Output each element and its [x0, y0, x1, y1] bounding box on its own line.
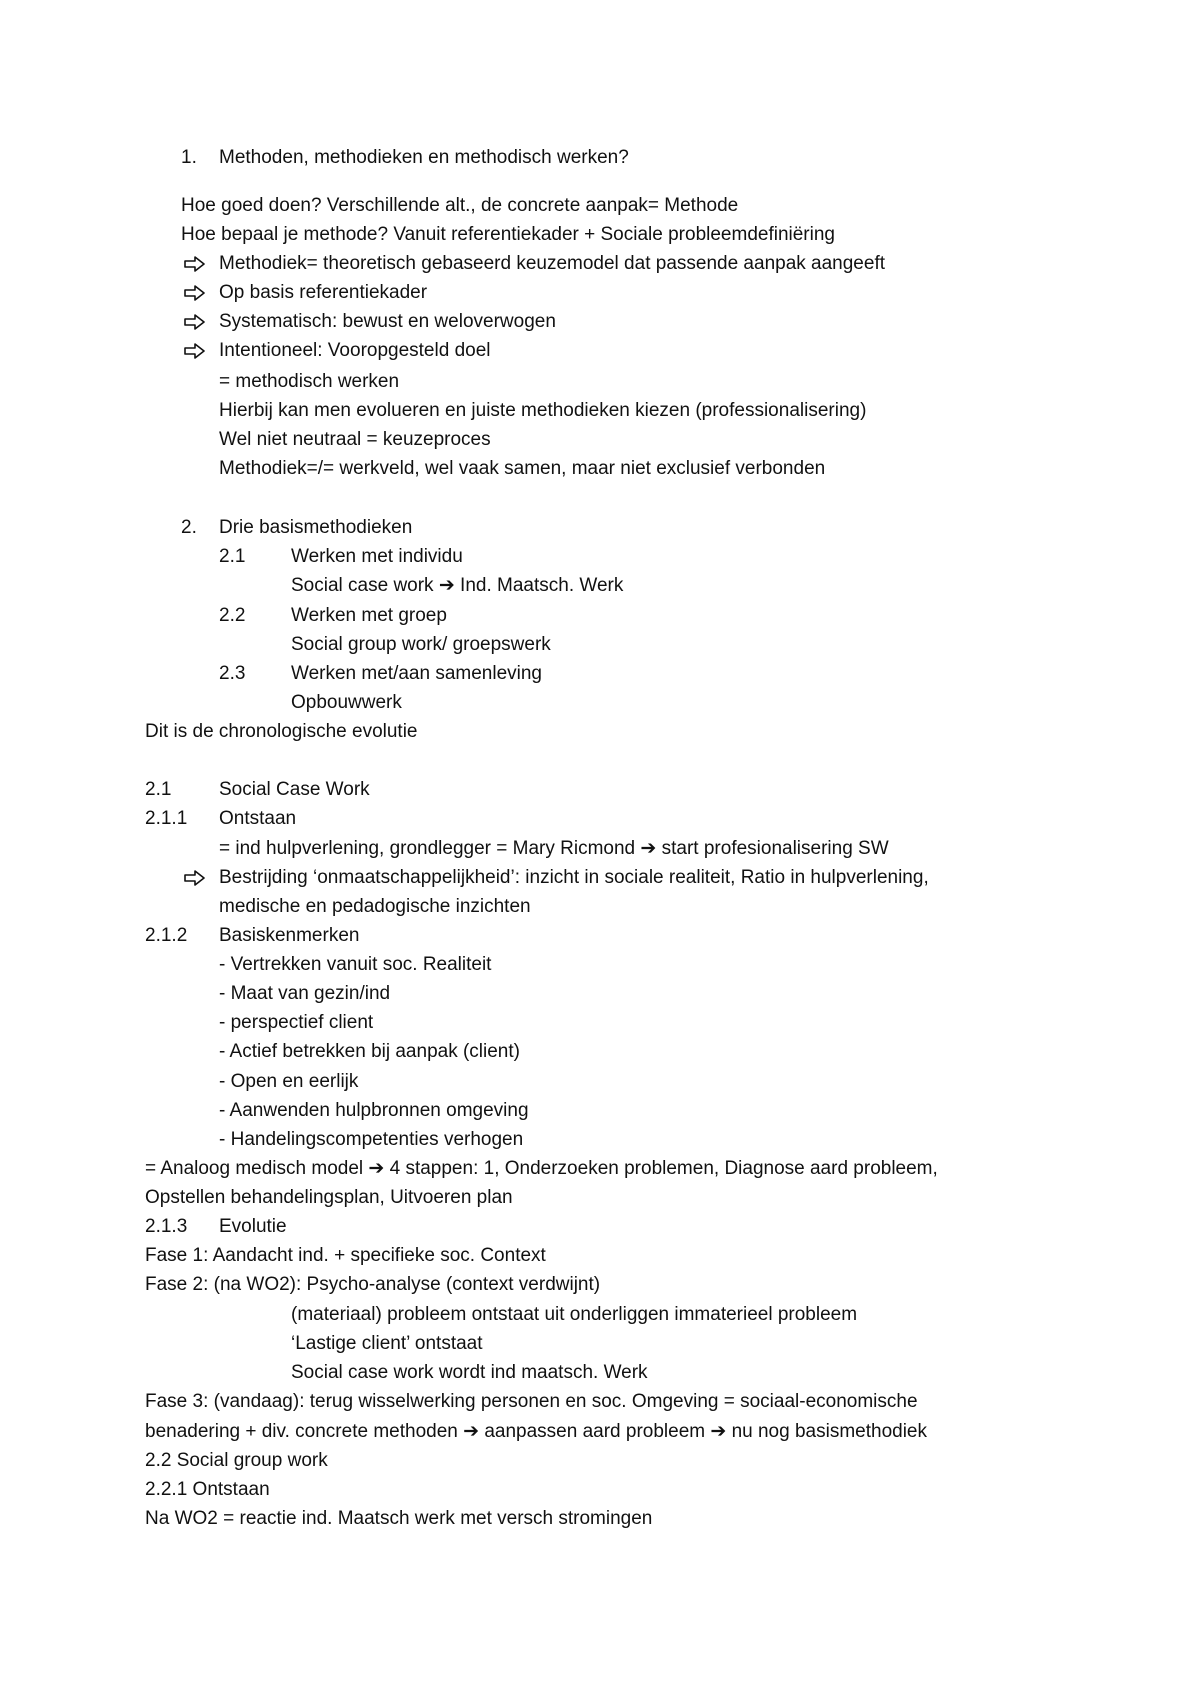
arrow-right-icon: ➔: [640, 838, 657, 859]
list-item: - Handelingscompetenties verhogen: [219, 1129, 524, 1150]
text-line: Opbouwwerk: [291, 692, 402, 713]
hollow-arrow-bullet-icon: [184, 314, 206, 330]
text-line: Social case work wordt ind maatsch. Werk: [291, 1362, 648, 1383]
list-item: - Vertrekken vanuit soc. Realiteit: [219, 954, 492, 975]
section-1-title: Methoden, methodieken en methodisch werken?: [219, 147, 629, 168]
subsection-title: Werken met individu: [291, 546, 463, 567]
heading-title: Ontstaan: [219, 808, 297, 829]
text-line: Fase 3: (vandaag): terug wisselwerking personen en soc. Omgeving = sociaal-economische: [145, 1391, 918, 1412]
text-line: Hierbij kan men evolueren en juiste methodieken kiezen (professionalisering): [219, 400, 867, 421]
text-line: Opstellen behandelingsplan, Uitvoeren plan: [145, 1187, 513, 1208]
list-number-2: 2.: [181, 517, 197, 538]
text-fragment: start profesionalisering SW: [661, 838, 889, 859]
text-fragment: aanpassen aard probleem: [484, 1421, 706, 1442]
subsection-number: 2.2: [219, 605, 246, 626]
subsection-number: 2.3: [219, 663, 246, 684]
hollow-arrow-bullet-icon: [184, 870, 206, 886]
text-line: ‘Lastige client’ ontstaat: [291, 1333, 483, 1354]
list-item: - Actief betrekken bij aanpak (client): [219, 1041, 520, 1062]
text-line: Fase 2: (na WO2): Psycho-analyse (context verdwijnt): [145, 1274, 601, 1295]
heading-title: Basiskenmerken: [219, 925, 360, 946]
heading-number: 2.1.3: [145, 1216, 188, 1237]
text-line: Social group work/ groepswerk: [291, 634, 551, 655]
bullet-text: Systematisch: bewust en weloverwogen: [219, 311, 556, 332]
text-line: Fase 1: Aandacht ind. + specifieke soc. Context: [145, 1245, 546, 1266]
heading-title: 2.2.1 Ontstaan: [145, 1479, 270, 1500]
list-item: - Aanwenden hulpbronnen omgeving: [219, 1100, 529, 1121]
text-fragment: = ind hulpverlening, grondlegger = Mary Ricmond: [219, 838, 636, 859]
arrow-right-icon: ➔: [710, 1421, 727, 1442]
text-fragment: nu nog basismethodiek: [731, 1421, 927, 1442]
text-line: Hoe bepaal je methode? Vanuit referentiekader + Sociale probleemdefiniëring: [181, 224, 835, 245]
hollow-arrow-bullet-icon: [184, 256, 206, 272]
text-line: Hoe goed doen? Verschillende alt., de concrete aanpak= Methode: [181, 195, 739, 216]
arrow-right-icon: ➔: [463, 1421, 480, 1442]
list-item: - perspectief client: [219, 1012, 374, 1033]
heading-title: Evolutie: [219, 1216, 287, 1237]
text-line: [145, 1420, 927, 1444]
text-fragment: = Analoog medisch model: [145, 1158, 364, 1179]
text-line: Wel niet neutraal = keuzeproces: [219, 429, 491, 450]
text-line: Na WO2 = reactie ind. Maatsch werk met versch stromingen: [145, 1508, 653, 1529]
hollow-arrow-bullet-icon: [184, 343, 206, 359]
hollow-arrow-bullet-icon: [184, 285, 206, 301]
heading-number: 2.1.2: [145, 925, 188, 946]
heading-title: Social Case Work: [219, 779, 370, 800]
text-fragment: benadering + div. concrete methoden: [145, 1421, 458, 1442]
text-fragment: Ind. Maatsch. Werk: [460, 575, 624, 596]
text-line: Dit is de chronologische evolutie: [145, 721, 418, 742]
section-2-title: Drie basismethodieken: [219, 517, 413, 538]
text-line: (materiaal) probleem ontstaat uit onderliggen immaterieel probleem: [291, 1304, 858, 1325]
heading-number: 2.1.1: [145, 808, 188, 829]
list-item: - Open en eerlijk: [219, 1071, 359, 1092]
heading-title: 2.2 Social group work: [145, 1450, 328, 1471]
arrow-right-icon: ➔: [438, 575, 455, 596]
subsection-title: Werken met/aan samenleving: [291, 663, 542, 684]
text-line: [219, 837, 889, 861]
text-fragment: Social case work: [291, 575, 434, 596]
bullet-text: Intentioneel: Vooropgesteld doel: [219, 340, 491, 361]
heading-number: 2.1: [145, 779, 172, 800]
subsection-title: Werken met groep: [291, 605, 447, 626]
bullet-text: Op basis referentiekader: [219, 282, 428, 303]
bullet-text: Methodiek= theoretisch gebaseerd keuzemodel dat passende aanpak aangeeft: [219, 253, 886, 274]
text-line: [291, 574, 623, 598]
text-line: Methodiek=/= werkveld, wel vaak samen, maar niet exclusief verbonden: [219, 458, 826, 479]
list-number-1: 1.: [181, 147, 197, 168]
bullet-text: medische en pedadogische inzichten: [219, 896, 531, 917]
bullet-text: Bestrijding ‘onmaatschappelijkheid’: inzicht in sociale realiteit, Ratio in hulpverlening,: [219, 867, 929, 888]
subsection-number: 2.1: [219, 546, 246, 567]
list-item: - Maat van gezin/ind: [219, 983, 391, 1004]
text-fragment: 4 stappen: 1, Onderzoeken problemen, Diagnose aard probleem,: [389, 1158, 938, 1179]
arrow-right-icon: ➔: [368, 1158, 385, 1179]
text-line: [145, 1157, 938, 1181]
text-line: = methodisch werken: [219, 371, 400, 392]
